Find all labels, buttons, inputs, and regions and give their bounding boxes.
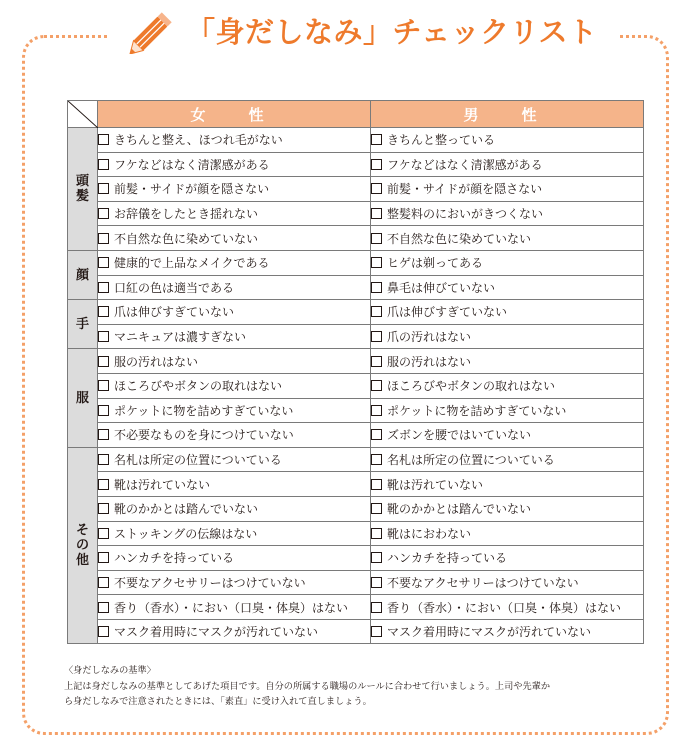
checklist-item-text: ほころびやボタンの取れはない [387,379,556,394]
note-line-1: 上記は身だしなみの基準としてあげた項目です。自分の所属する職場のルールに合わせて行いましょう。上司や先輩か [64,680,551,692]
checkbox-icon[interactable] [98,405,109,416]
checkbox-icon[interactable] [98,356,109,367]
checklist-item-male [371,300,644,325]
table-row [68,595,644,620]
checklist-item-female [98,595,371,620]
checklist-item-text: 靴は汚れていない [387,477,484,492]
checklist-item-female [98,226,371,251]
corner-diagonal [68,101,98,128]
checklist-item-text: 名札は所定の位置についている [387,453,555,468]
checkbox-icon[interactable] [98,429,109,440]
checklist-item-male [371,570,644,595]
category-label [68,250,98,299]
checkbox-icon[interactable] [371,208,382,219]
checkbox-icon[interactable] [98,282,109,293]
category-label [68,128,98,251]
standards-note [64,663,654,710]
checklist-item-female [98,152,371,177]
checklist-item-text: お辞儀をしたとき揺れない [114,207,259,222]
checkbox-icon[interactable] [98,602,109,613]
category-text: 服 [75,390,89,406]
checklist-item-text: 不要なアクセサリーはつけていない [387,575,579,590]
checkbox-icon[interactable] [371,405,382,416]
category-label [68,300,98,349]
checklist-item-text: ズボンを腰ではいていない [387,428,532,443]
checkbox-icon[interactable] [371,134,382,145]
checklist-item-text: 靴のかかとは踏んでいない [114,502,259,517]
table-row [68,275,644,300]
checkbox-icon[interactable] [98,208,109,219]
checklist-item-text: ヒゲは剃ってある [387,256,484,271]
checkbox-icon[interactable] [98,552,109,563]
corner-cell [68,101,98,128]
checkbox-icon[interactable] [98,626,109,637]
checklist-item-male [371,373,644,398]
checklist-item-text: 不必要なものを身につけていない [114,428,294,443]
checklist-item-female [98,521,371,546]
category-label [68,349,98,447]
checklist-item-female [98,373,371,398]
checklist-item-text: 靴のかかとは踏んでいない [387,502,532,517]
table-row [68,152,644,177]
checklist-item-female [98,447,371,472]
checklist-item-male [371,275,644,300]
checkbox-icon[interactable] [98,257,109,268]
checkbox-icon[interactable] [371,380,382,391]
table-row [68,521,644,546]
checkbox-icon[interactable] [98,380,109,391]
checklist-item-text: 靴は汚れていない [114,477,211,492]
checkbox-icon[interactable] [371,528,382,539]
checklist-item-text: マスク着用時にマスクが汚れていない [387,625,592,640]
checklist-item-text: 服の汚れはない [114,354,199,369]
checkbox-icon[interactable] [98,577,109,588]
checklist-item-male [371,546,644,571]
checklist-item-female [98,496,371,521]
checkbox-icon[interactable] [371,577,382,588]
checklist-item-female [98,570,371,595]
table-row [68,128,644,153]
checklist-item-male [371,423,644,448]
checklist-item-female [98,300,371,325]
checklist-item-text: 服の汚れはない [387,354,472,369]
table-row [68,250,644,275]
checkbox-icon[interactable] [371,626,382,637]
checkbox-icon[interactable] [371,429,382,440]
checklist-item-female [98,250,371,275]
checklist-item-text: 不自然な色に染めていない [114,231,259,246]
table-row [68,546,644,571]
checklist-item-male [371,250,644,275]
checklist-item-text: 前髪・サイドが顔を隠さない [114,182,270,197]
checkbox-icon[interactable] [98,233,109,244]
checklist-item-male [371,349,644,374]
checklist-item-female [98,201,371,226]
checkbox-icon[interactable] [371,356,382,367]
checklist-item-female [98,546,371,571]
checklist-item-text: ほころびやボタンの取れはない [114,379,283,394]
checklist-item-text: ストッキングの伝線はない [114,526,258,541]
checklist-item-male [371,177,644,202]
note-line-2: ら身だしなみで注意されたときには、「素直」に受け入れて直しましょう。 [64,696,372,707]
checklist-item-male [371,128,644,153]
column-header-female: 女 性 [98,101,371,128]
checklist-item-text: マニキュアは濃すぎない [114,330,247,345]
checkbox-icon[interactable] [371,331,382,342]
table-row [68,496,644,521]
checklist-item-male [371,619,644,644]
checklist-item-text: 口紅の色は適当である [114,280,235,295]
category-text: その他 [75,523,89,569]
checklist-item-text: マスク着用時にマスクが汚れていない [114,625,319,640]
checklist-item-male [371,521,644,546]
table-row [68,472,644,497]
checklist-item-male [371,201,644,226]
table-row [68,447,644,472]
checklist-item-male [371,152,644,177]
category-text: 手 [75,316,89,332]
category-label [68,447,98,644]
table-row [68,349,644,374]
checklist-item-male [371,226,644,251]
checkbox-icon[interactable] [371,306,382,317]
checkbox-icon[interactable] [98,528,109,539]
table-row [68,398,644,423]
checkbox-icon[interactable] [371,454,382,465]
pencil-icon [128,6,180,54]
note-heading: 〈身だしなみの基準〉 [64,665,156,676]
checklist-item-text: ポケットに物を詰めすぎていない [387,403,567,418]
checkbox-icon[interactable] [371,257,382,268]
checklist-item-female [98,177,371,202]
checklist-item-text: 爪は伸びすぎていない [387,305,508,320]
checklist-item-female [98,128,371,153]
checklist-table [67,100,644,644]
checkbox-icon[interactable] [98,503,109,514]
checklist-item-text: 香り（香水）・におい（口臭・体臭）はない [114,600,349,615]
checkbox-icon[interactable] [371,233,382,244]
checkbox-icon[interactable] [371,159,382,170]
checklist-item-text: 鼻毛は伸びていない [387,280,496,295]
checklist-item-male [371,398,644,423]
checklist-item-male [371,595,644,620]
checklist-item-text: フケなどはなく清潔感がある [114,157,270,172]
checklist-item-text: 前髪・サイドが顔を隠さない [387,182,543,197]
checklist-item-female [98,324,371,349]
table-row [68,201,644,226]
table-row [68,300,644,325]
checkbox-icon[interactable] [371,183,382,194]
checklist-item-female [98,275,371,300]
table-row [68,226,644,251]
checklist-item-text: 不要なアクセサリーはつけていない [114,575,306,590]
checklist-item-male [371,472,644,497]
checkbox-icon[interactable] [371,552,382,563]
checklist-item-text: 靴はにおわない [387,526,472,541]
checklist-item-male [371,447,644,472]
checklist-item-female [98,349,371,374]
category-text: 顔 [75,267,89,283]
checkbox-icon[interactable] [98,306,109,317]
table-row [68,324,644,349]
checkbox-icon[interactable] [371,479,382,490]
checkbox-icon[interactable] [371,602,382,613]
checklist-item-text: きちんと整え、ほつれ毛がない [114,133,283,148]
checklist-item-text: 香り（香水）・におい（口臭・体臭）はない [387,600,622,615]
checkbox-icon[interactable] [98,454,109,465]
column-header-male: 男 性 [371,101,644,128]
checklist-item-text: フケなどはなく清潔感がある [387,157,543,172]
checklist-item-text: 名札は所定の位置についている [114,453,282,468]
table-row [68,619,644,644]
checkbox-icon[interactable] [98,183,109,194]
table-row [68,570,644,595]
table-row [68,423,644,448]
checkbox-icon[interactable] [371,503,382,514]
checklist-item-text: 爪は伸びすぎていない [114,305,235,320]
checklist-item-text: ポケットに物を詰めすぎていない [114,403,294,418]
checklist-item-text: きちんと整っている [387,133,496,148]
checklist-item-text: ハンカチを持っている [114,551,235,566]
checklist-item-text: 不自然な色に染めていない [387,231,532,246]
checkbox-icon[interactable] [371,282,382,293]
page-title: 「身だしなみ」チェックリスト [186,14,598,49]
checklist-item-text: 爪の汚れはない [387,330,472,345]
checkbox-icon[interactable] [98,331,109,342]
checkbox-icon[interactable] [98,134,109,145]
title-banner [110,6,620,54]
table-row [68,373,644,398]
checkbox-icon[interactable] [98,159,109,170]
checklist-item-female [98,472,371,497]
table-row [68,177,644,202]
checkbox-icon[interactable] [98,479,109,490]
checklist-item-female [98,423,371,448]
checklist-item-text: ハンカチを持っている [387,551,508,566]
checklist-item-male [371,324,644,349]
table-header-row [68,101,644,128]
checklist-item-male [371,496,644,521]
checklist-item-text: 整髪料のにおいがきつくない [387,207,544,222]
checklist-item-female [98,619,371,644]
checklist-item-text: 健康的で上品なメイクである [114,256,270,271]
checklist-item-female [98,398,371,423]
category-text: 頭髪 [75,173,89,204]
